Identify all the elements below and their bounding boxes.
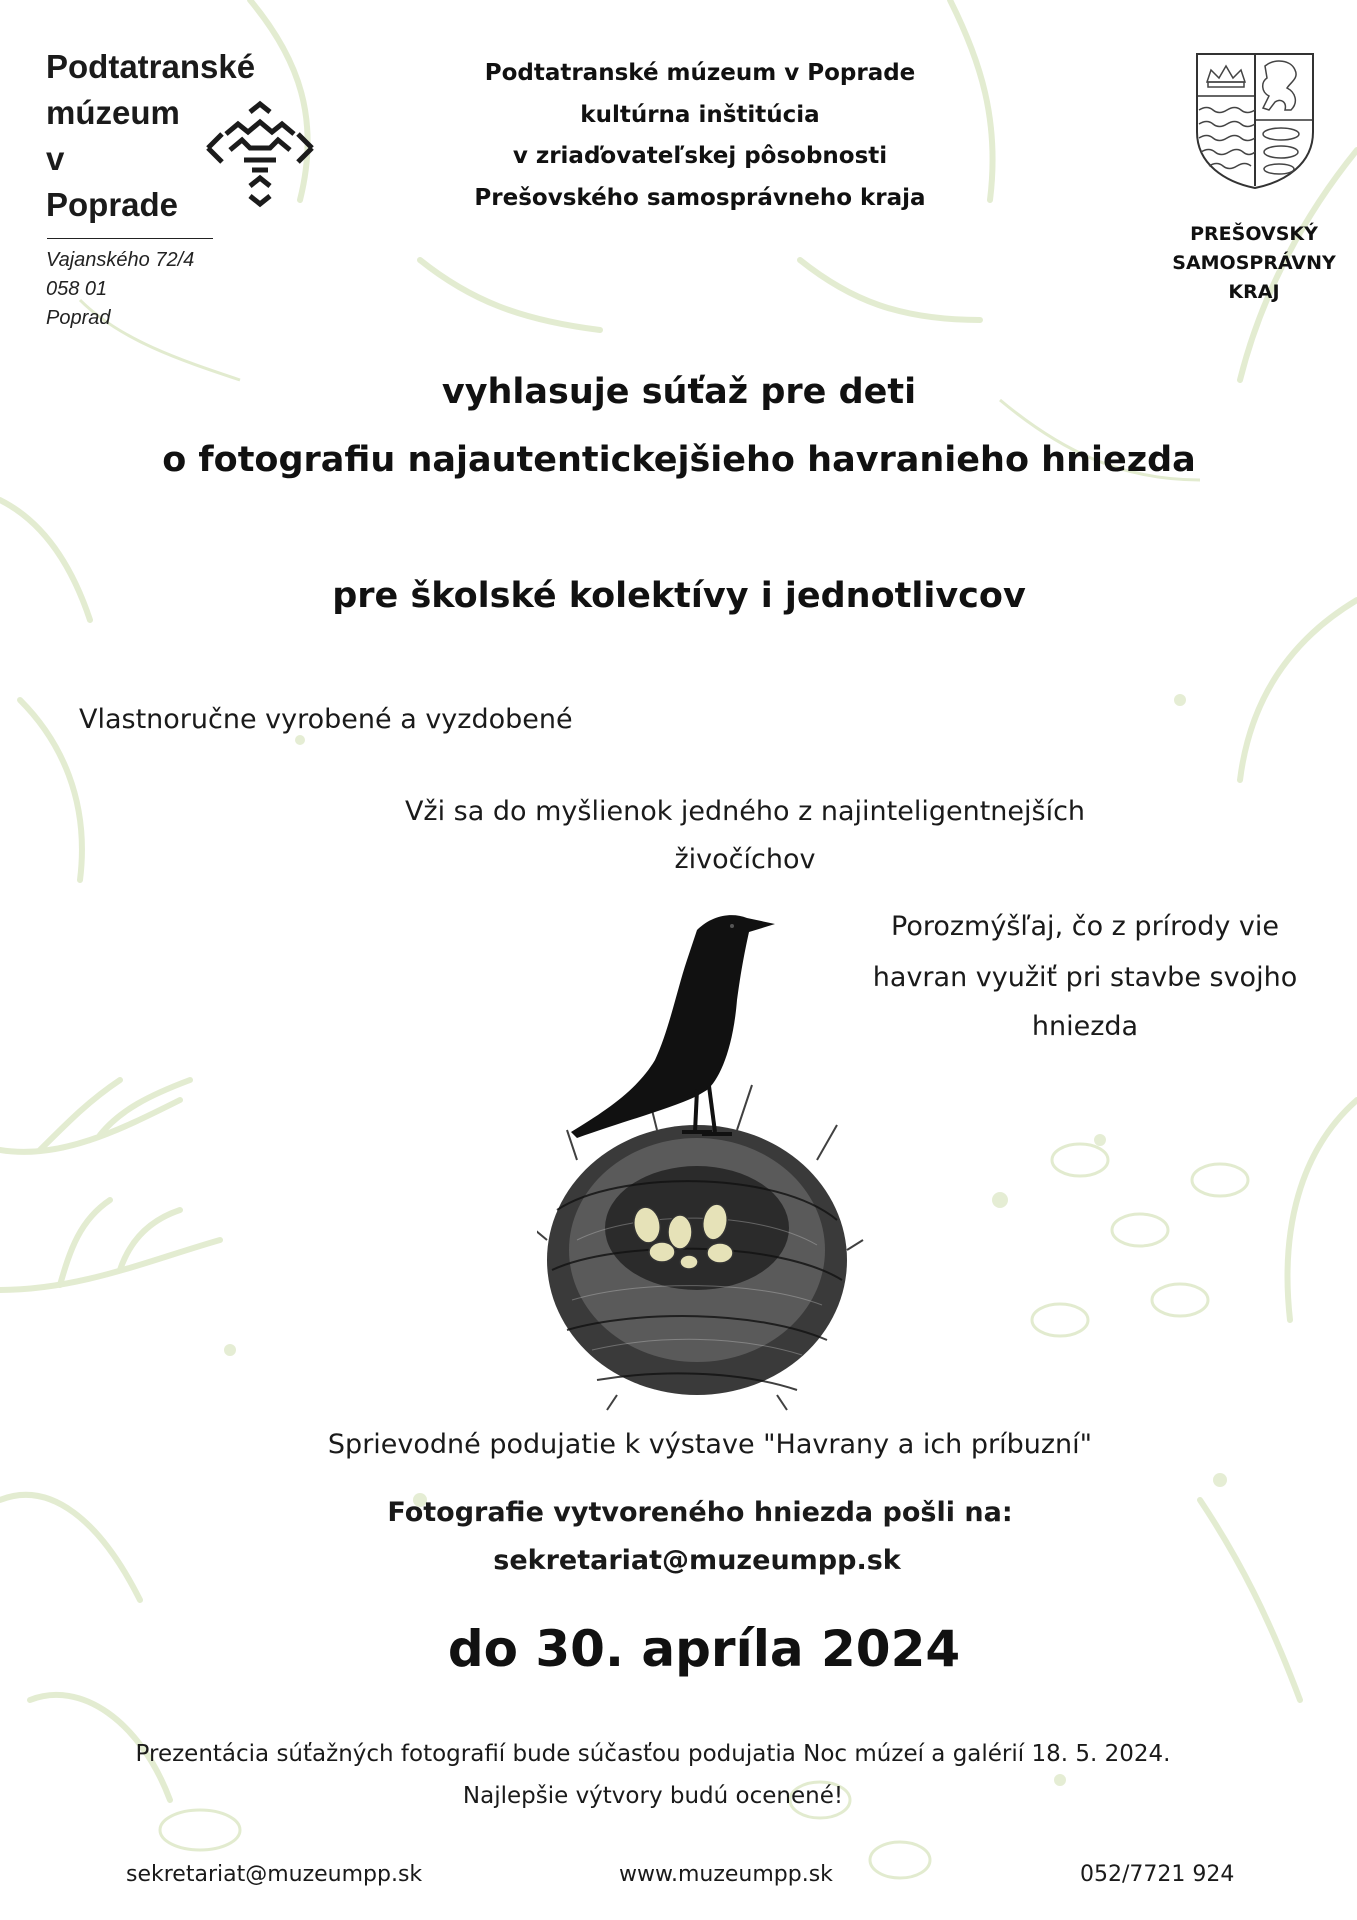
deadline: do 30. apríla 2024 <box>447 1620 961 1678</box>
ponder-line-1: Porozmýšľaj, čo z prírody vie <box>891 911 1279 942</box>
region-name-line: SAMOSPRÁVNY <box>1172 252 1336 274</box>
footer-website-link[interactable]: www.muzeumpp.sk <box>619 1862 833 1887</box>
footer-phone-link[interactable]: 052/7721 924 <box>1080 1862 1235 1887</box>
presentation-note: Prezentácia súťažných fotografií bude súčasťou podujatia Noc múzeí a galérií 18. 5. 2024. <box>135 1741 1171 1767</box>
title-subtitle: pre školské kolektívy i jednotlivcov <box>332 576 1026 616</box>
organizer-name-line: Poprade <box>46 186 179 223</box>
think-like-line-1: Vži sa do myšlienok jedného z najinteligentnejších <box>404 796 1086 827</box>
think-like-line-2: živočíchov <box>674 844 816 875</box>
title-line-2: o fotografiu najautentickejšieho havranieho hniezda <box>162 440 1196 480</box>
handmade-text: Vlastnoručne vyrobené a vyzdobené <box>79 704 573 735</box>
organizer-address <box>46 246 194 333</box>
title-line-1: vyhlasuje súťaž pre deti <box>441 372 917 412</box>
logo-divider <box>47 238 213 239</box>
send-to-label: Fotografie vytvoreného hniezda pošli na: <box>387 1497 1013 1528</box>
address-city: Poprad <box>46 307 111 329</box>
header-line: Prešovského samosprávneho kraja <box>474 184 926 211</box>
organizer-name-line: Podtatranské <box>46 48 256 85</box>
region-name-line: PREŠOVSKÝ <box>1190 223 1318 245</box>
crow-on-nest-illustration <box>537 910 867 1415</box>
footer-email-link[interactable]: sekretariat@muzeumpp.sk <box>126 1862 423 1887</box>
header-line: Podtatranské múzeum v Poprade <box>484 60 916 86</box>
coat-of-arms-icon <box>1195 52 1315 190</box>
organizer-name-line: múzeum <box>46 94 180 131</box>
ponder-line-3: hniezda <box>1031 1011 1139 1042</box>
region-name <box>1172 220 1335 307</box>
address-postcode: 058 01 <box>46 278 108 300</box>
header-institution-info <box>474 53 925 219</box>
museum-mountain-logo-icon <box>204 100 316 212</box>
region-name-line: KRAJ <box>1228 281 1280 303</box>
ponder-line-2: havran využiť pri stavbe svojho <box>872 962 1298 993</box>
award-note: Najlepšie výtvory budú ocenené! <box>462 1783 844 1809</box>
organizer-name-line: v <box>46 140 65 177</box>
accompanying-event: Sprievodné podujatie k výstave "Havrany a ich príbuzní" <box>327 1429 1093 1460</box>
header-line: kultúrna inštitúcia <box>580 101 820 128</box>
address-street: Vajanského 72/4 <box>46 249 195 271</box>
header-line: v zriaďovateľskej pôsobnosti <box>512 143 888 169</box>
send-to-email-link[interactable]: sekretariat@muzeumpp.sk <box>493 1545 901 1576</box>
